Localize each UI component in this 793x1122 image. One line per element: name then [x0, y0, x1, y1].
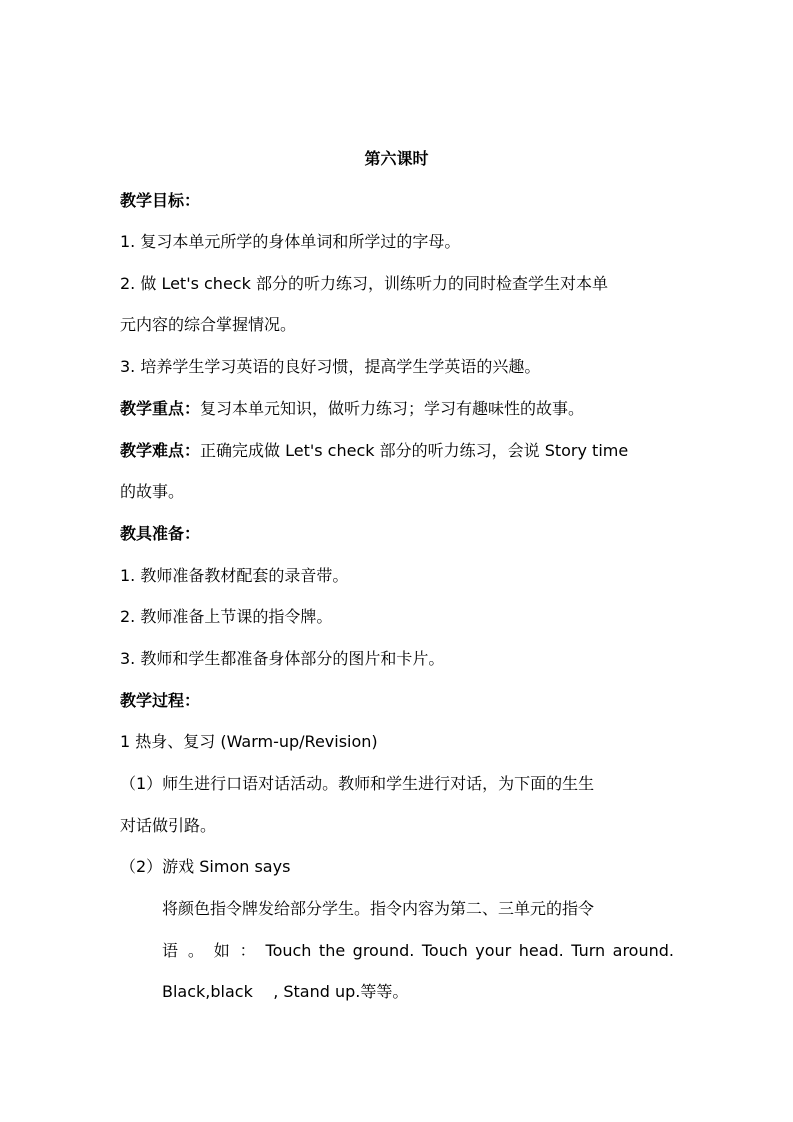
- step-1-2-desc-line-3: Black,black , Stand up.等等。: [162, 982, 409, 1001]
- objective-item-2-line-2: 元内容的综合掌握情况。: [120, 315, 297, 334]
- material-item-1: 1. 教师准备教材配套的录音带。: [120, 566, 349, 585]
- material-item-3: 3. 教师和学生都准备身体部分的图片和卡片。: [120, 649, 445, 668]
- difficulties-text-line-2: 的故事。: [120, 482, 185, 501]
- lesson-title: 第六课时: [364, 149, 429, 168]
- objectives-heading: 教学目标：: [120, 191, 201, 210]
- key-points-paragraph: [120, 398, 680, 420]
- key-points-text: 复习本单元知识，做听力练习；学习有趣味性的故事。: [200, 399, 585, 418]
- objective-item-2-line-1: 2. 做 Let's check 部分的听力练习，训练听力的同时检查学生对本单: [120, 274, 608, 293]
- objective-item-3: 3. 培养学生学习英语的良好习惯，提高学生学英语的兴趣。: [120, 357, 541, 376]
- materials-heading: 教具准备：: [120, 524, 201, 543]
- material-item-2: 2. 教师准备上节课的指令牌。: [120, 607, 333, 626]
- step-1-2-desc-line-2: 语 。 如 ： Touch the ground. Touch your head. Turn around.: [162, 941, 674, 960]
- step-1-2-heading: （2）游戏 Simon says: [120, 857, 291, 876]
- step-1-1-line-1: （1）师生进行口语对话活动。教师和学生进行对话，为下面的生生: [120, 774, 595, 793]
- step-1-1-line-2: 对话做引路。: [120, 816, 217, 835]
- key-points-label: 教学重点：: [120, 399, 201, 418]
- step-1-heading: 1 热身、复习 (Warm-up/Revision): [120, 732, 378, 751]
- difficulties-paragraph: [120, 440, 680, 462]
- objective-item-1: 1. 复习本单元所学的身体单词和所学过的字母。: [120, 232, 461, 251]
- step-1-2-desc-line-1: 将颜色指令牌发给部分学生。指令内容为第二、三单元的指令: [162, 899, 595, 918]
- difficulties-label: 教学难点：: [120, 441, 201, 460]
- process-heading: 教学过程：: [120, 691, 201, 710]
- difficulties-text-line-1: 正确完成做 Let's check 部分的听力练习，会说 Story time: [200, 441, 629, 460]
